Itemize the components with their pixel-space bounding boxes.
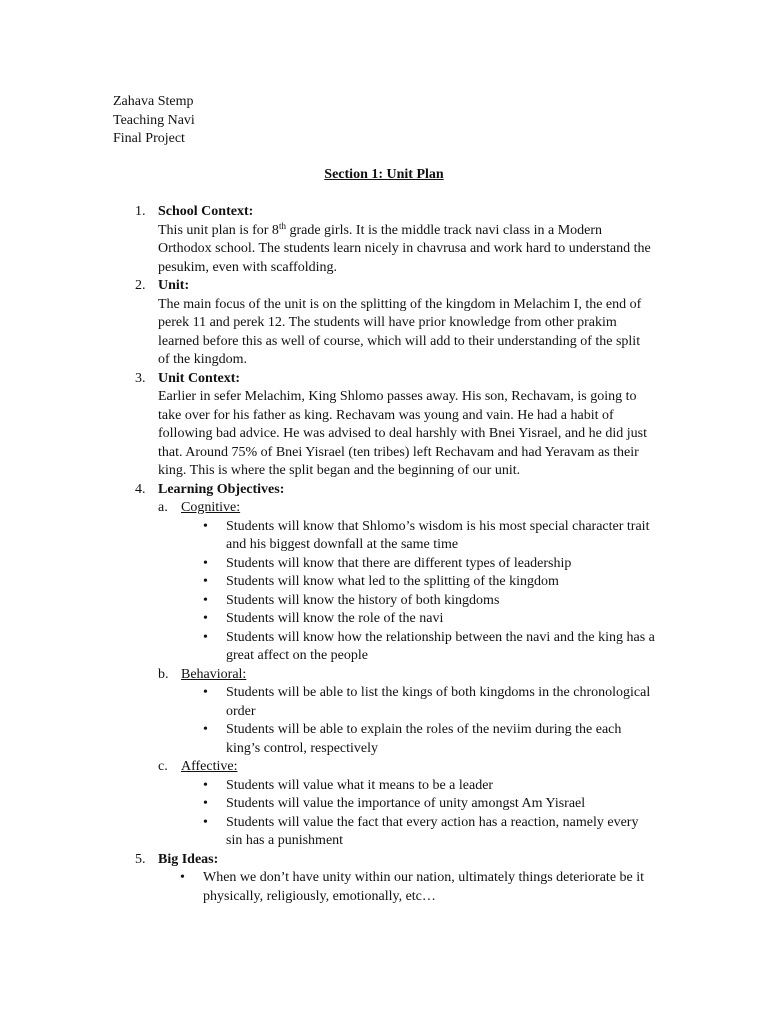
item-text: The main focus of the unit is on the splitting of the kingdom in Melachim I, the end of perek 11 and perek 12. The students will have prior knowledge from other prakim learned before this as well of course, which will add to their understanding of the split of the kingdom. [158,296,642,367]
bullet-icon: • [203,555,208,571]
list-item-unit [135,277,655,370]
objective-cognitive [158,499,655,518]
list-item [203,814,655,851]
list-item [203,518,655,555]
item-text [158,222,655,278]
list-item-unit-context [135,370,655,481]
bullet-text: Students will value the importance of unity amongst Am Yisrael [226,796,586,811]
list-item [203,795,655,814]
list-item [203,573,655,592]
behavioral-bullets [203,684,655,758]
item-number: 5. [135,851,146,867]
assignment-name: Final Project [113,131,185,146]
item-text: Earlier in sefer Melachim, King Shlomo passes away. His son, Rechavam, is going to take over for his father as king. Rechavam was young and vain. He had a habit of following bad advice. He was advised to deal harshly with Bnei Yisrael, and he did just that. Around 75% of Bnei Yisrael (ten tribes) left Rechavam and had Yeravam as their king. This is where the split began and the beginning of our unit. [158,389,647,478]
item-text-part: This unit plan is for 8 [158,222,279,238]
bullet-text: Students will be able to list the kings of both kingdoms in the chronological order [226,685,651,719]
cognitive-bullets [203,518,655,666]
bullet-text: When we don’t have unity within our nation, ultimately things deteriorate be it physically, religiously, emotionally, etc… [203,870,645,904]
sub-letter: b. [158,666,169,682]
sub-heading: Cognitive: [181,500,241,515]
bullet-icon: • [180,870,185,885]
list-item-learning-objectives [135,481,655,851]
list-item [203,555,655,574]
bullet-text: Students will be able to explain the roles of the neviim during the each king’s control, respectively [226,722,622,756]
item-heading: Learning Objectives: [158,481,285,497]
item-number: 3. [135,370,146,386]
item-heading: Unit: [158,278,190,293]
bullet-text: Students will know that Shlomo’s wisdom is his most special character trait and his biggest downfall at the same time [226,518,650,552]
superscript-ordinal: th [278,220,286,231]
section-title: Section 1: Unit Plan [324,167,444,182]
bullet-icon: • [203,796,208,811]
item-number: 4. [135,481,146,497]
bullet-icon: • [203,777,208,793]
item-heading: Unit Context: [158,370,241,386]
bullet-text: Students will know the role of the navi [226,611,444,626]
bullet-icon: • [203,518,208,534]
bullet-icon: • [203,685,208,700]
objective-behavioral [158,666,655,685]
item-heading: School Context: [158,204,254,219]
sub-letter: c. [158,759,168,774]
sub-letter: a. [158,500,168,515]
bullet-text: Students will value what it means to be a leader [226,777,494,793]
list-item-school-context [135,203,655,277]
bullet-icon: • [203,629,208,645]
list-item [180,869,655,906]
author-name: Zahava Stemp [113,94,194,109]
list-item [203,592,655,611]
item-number: 2. [135,278,146,293]
sub-heading: Affective: [181,759,238,774]
bullet-icon: • [203,722,208,737]
document-header [113,93,195,149]
bullet-icon: • [203,592,208,608]
bullet-icon: • [203,574,208,589]
unit-plan-list [135,203,655,906]
course-name: Teaching Navi [113,112,195,128]
affective-bullets [203,777,655,851]
objective-affective [158,758,655,777]
bullet-text: Students will know the history of both kingdoms [226,592,500,608]
sub-heading: Behavioral: [181,666,247,682]
bullet-text: Students will know how the relationship between the navi and the king has a great affect on the people [226,629,655,663]
item-number: 1. [135,204,146,219]
list-item [203,610,655,629]
list-item [203,777,655,796]
list-item [203,721,655,758]
bullet-icon: • [203,814,208,830]
item-text-part: grade girls. It is the middle track navi class in a Modern Orthodox school. The students learn nicely in chavrusa and work hard to understand the pesukim, even with scaffolding. [158,222,651,275]
list-item [203,629,655,666]
big-ideas-bullets [180,869,655,906]
bullet-text: Students will value the fact that every action has a reaction, namely every sin has a punishment [226,814,639,848]
bullet-icon: • [203,611,208,626]
list-item [203,684,655,721]
bullet-text: Students will know that there are different types of leadership [226,555,572,571]
bullet-text: Students will know what led to the splitting of the kingdom [226,574,559,589]
list-item-big-ideas [135,851,655,907]
item-heading: Big Ideas: [158,851,219,867]
